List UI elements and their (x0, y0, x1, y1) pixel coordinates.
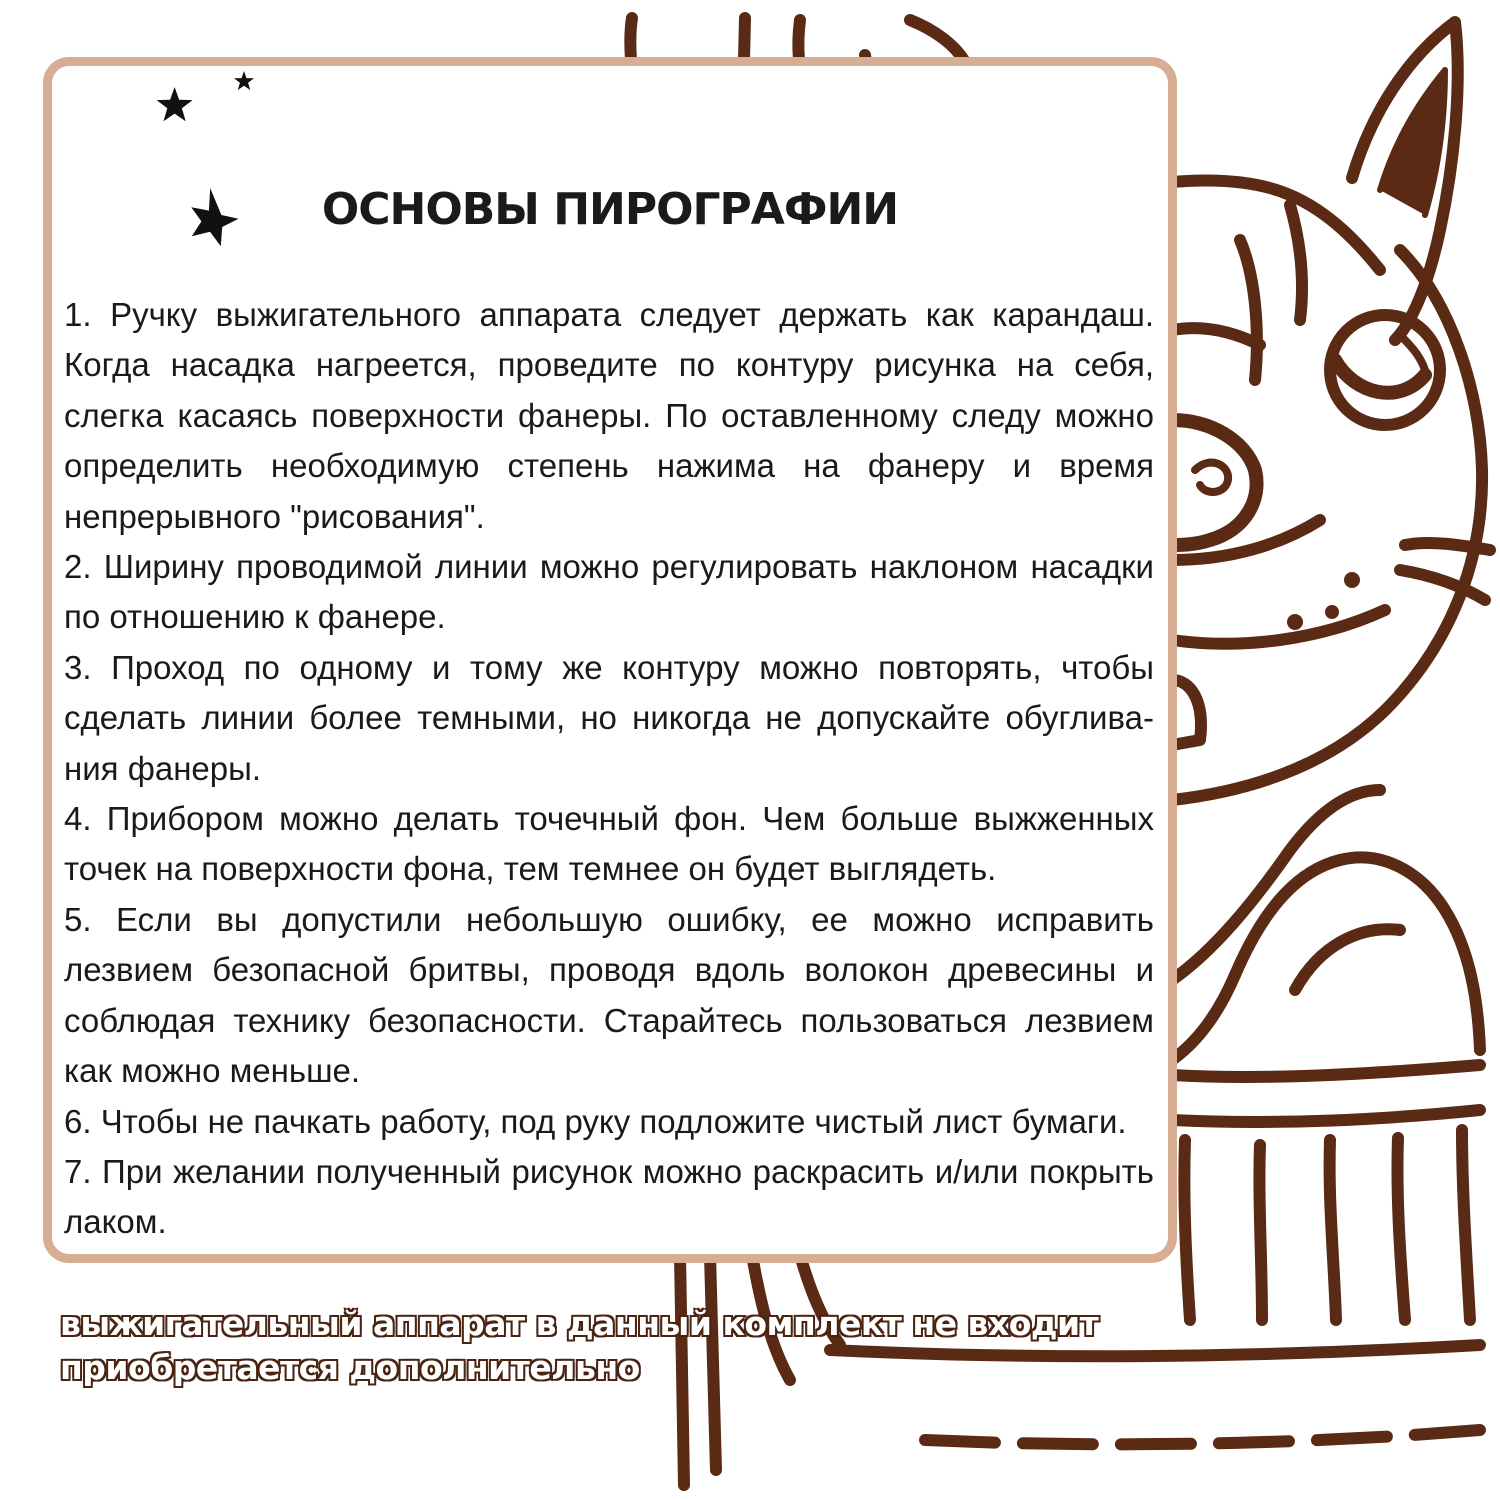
instruction-item: 7. При желании полученный рисунок можно раскрасить и/или покрыть лаком. (64, 1152, 1154, 1241)
cat-head (1290, 205, 1302, 320)
cat-body (1172, 790, 1380, 980)
instruction-item: 5. Если вы допустили небольшую ошибку, ее можно исправить лезвием безопасной бритвы, проводя вдоль волокон древесины и соблюдая технику безопасности. Старайтесь пользоваться лезвием как можно меньше. (64, 900, 1154, 1090)
deco-line (798, 20, 800, 60)
cat-leg (1259, 1145, 1262, 1320)
page-title: ОСНОВЫ ПИРОГРАФИИ (321, 184, 899, 235)
cat-paw (1172, 1065, 1480, 1077)
kit-notice (60, 1302, 1220, 1390)
cat-body (1235, 857, 1480, 1050)
cat-head (1240, 240, 1257, 380)
cat-whisker (1405, 543, 1490, 550)
stars-decoration (52, 66, 312, 266)
instruction-item: 2. Ширину проводимой линии можно регулировать наклоном насадки по отношению к фанере. (64, 548, 1154, 636)
cat-leg (1397, 1138, 1405, 1320)
cat-body (1172, 975, 1235, 1060)
instructions-card (43, 57, 1177, 1263)
notice-line: приобретается дополнительно (60, 1348, 640, 1387)
cat-leg (1184, 1140, 1190, 1320)
deco-line (925, 1430, 1480, 1444)
cat-body (1295, 929, 1400, 990)
star-icon (157, 87, 193, 121)
cat-dot (1325, 605, 1339, 619)
cat-eye-lid (1335, 360, 1425, 393)
notice-line: выжигательный аппарат в данный комплект не входит (60, 1304, 1099, 1343)
instruction-item: 6. Чтобы не пачкать работу, под руку подложите чистый лист бумаги. (64, 1102, 1127, 1140)
deco-line (744, 18, 745, 60)
cat-eye-lash (1400, 335, 1425, 370)
deco-line (910, 20, 965, 62)
cat-dot (1287, 614, 1303, 630)
cat-nose (1172, 420, 1257, 545)
cat-head (1172, 328, 1260, 345)
cat-head (1172, 181, 1380, 270)
cat-leg (1462, 1130, 1470, 1320)
cat-mouth (1172, 610, 1385, 644)
cat-leg (1330, 1140, 1336, 1320)
instruction-item: 3. Проход по одному и тому же контуру можно повторять, чтобы сделать линии более темными, но никогда не допускайте обуглива-ния фанеры. (64, 648, 1154, 787)
star-icon (234, 71, 254, 90)
cat-nose-swirl (1195, 463, 1228, 492)
instruction-item: 4. Прибором можно делать точечный фон. Чем больше выжженных точек на поверхности фона, тем темнее он будет выглядеть. (64, 800, 1154, 888)
instruction-item: 1. Ручку выжигательного аппарата следует держать как карандаш. Когда насадка нагреется, проведите по контуру рисунка на себя, слегка касаясь поверхности фанеры. По оставленному следу можно определить необходимую степень нажима на фанеру и время непрерывного "рисования". (64, 296, 1154, 535)
cat-dot (1344, 572, 1360, 588)
cat-paw (1172, 1110, 1480, 1122)
instructions-list (64, 290, 1154, 1248)
deco-line (630, 18, 632, 60)
